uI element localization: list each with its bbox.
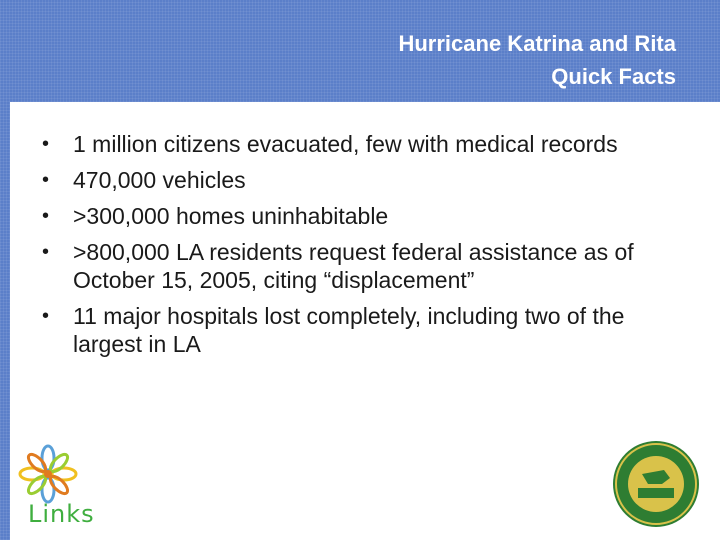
bullet-text: >800,000 LA residents request federal assistance as of October 15, 2005, citing “displacement” xyxy=(73,239,634,293)
bullet-list xyxy=(38,130,688,366)
bullet-item xyxy=(38,302,688,358)
bullet-item xyxy=(38,202,688,230)
bullet-item xyxy=(38,166,688,194)
links-logo-text: Links xyxy=(28,500,95,528)
title-area xyxy=(0,0,720,100)
bullet-text: >300,000 homes uninhabitable xyxy=(73,203,389,229)
bullet-text: 11 major hospitals lost completely, including two of the largest in LA xyxy=(73,303,625,357)
bullet-dot: • xyxy=(42,133,50,155)
slide-title-line-1: Hurricane Katrina and Rita xyxy=(398,31,676,56)
bullet-text: 470,000 vehicles xyxy=(73,167,246,193)
bullet-item xyxy=(38,130,688,158)
slide-title-line-2: Quick Facts xyxy=(551,64,676,89)
office-of-public-health-seal-icon xyxy=(612,440,700,528)
bullet-dot: • xyxy=(42,241,50,263)
bullet-item xyxy=(38,238,688,294)
bullet-dot: • xyxy=(42,305,50,327)
bullet-dot: • xyxy=(42,169,50,191)
bullet-dot: • xyxy=(42,205,50,227)
bullet-text: 1 million citizens evacuated, few with medical records xyxy=(73,131,618,157)
